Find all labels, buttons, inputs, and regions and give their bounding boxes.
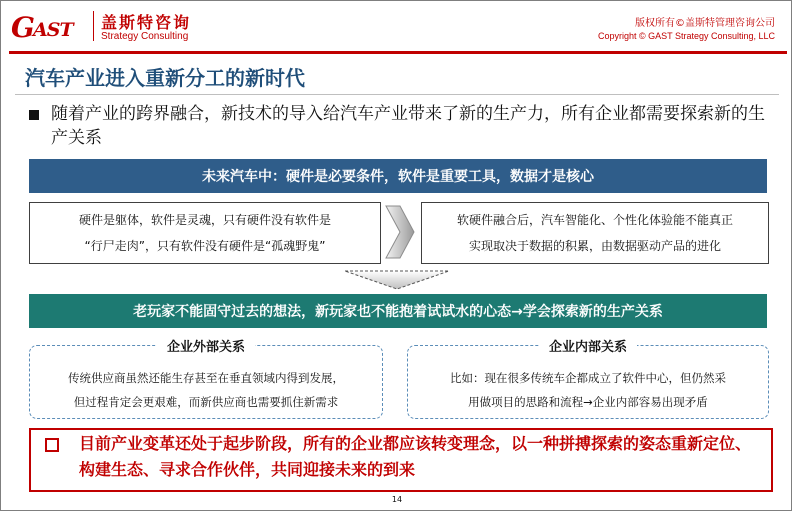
hardware-software-line2: “行尸走肉”，只有软件没有硬件是“孤魂野鬼” [84, 239, 326, 253]
logo-ast-letters: AST [33, 19, 73, 41]
external-relations-line2: 但过程肯定会更艰难，而新供应商也需要抓住新需求 [73, 395, 339, 409]
external-relations-line1: 传统供应商虽然还能生存甚至在垂直领域内得到发展， [68, 371, 344, 385]
company-name-cn: 盖斯特咨询 [101, 13, 192, 32]
player-mindset-band [29, 294, 767, 328]
internal-relations-line2: 用做项目的思路和流程→企业内部容易出现矛盾 [468, 395, 708, 409]
checkbox-square-icon [45, 438, 59, 452]
internal-relations-title: 企业内部关系 [539, 340, 637, 355]
logo-g-letter: G [11, 11, 35, 44]
data-driven-box [421, 202, 769, 264]
title-rule [15, 94, 779, 95]
logo-divider [93, 11, 94, 41]
page-number: 14 [391, 495, 403, 504]
chevron-right-icon [384, 204, 416, 260]
hardware-software-line1: 硬件是躯体，软件是灵魂，只有硬件没有软件是 [78, 213, 331, 227]
arrow-down-icon [343, 269, 451, 291]
company-name-en: Strategy Consulting [101, 31, 189, 42]
external-relations-box [29, 340, 383, 419]
core-statement-band [29, 159, 767, 193]
gast-logo [11, 9, 89, 45]
internal-relations-line1: 比如：现在很多传统车企都成立了软件中心，但仍然采 [450, 371, 726, 385]
slide-title: 汽车产业进入重新分工的新时代 [25, 66, 305, 90]
bullet-square-icon [29, 110, 39, 120]
copyright-en: Copyright © GAST Strategy Consulting, LLC [597, 31, 775, 41]
external-relations-title: 企业外部关系 [157, 340, 255, 355]
copyright-cn: 版权所有©盖斯特管理咨询公司 [635, 18, 775, 29]
internal-relations-box [407, 340, 769, 419]
conclusion-text: 目前产业变革还处于起步阶段，所有的企业都应该转变理念，以一种拼搏探索的姿态重新定位、构建生态、寻求合作伙伴，共同迎接未来的到来 [79, 434, 752, 479]
data-driven-line2: 实现取决于数据的积累，由数据驱动产品的进化 [468, 239, 721, 253]
intro-bullet: 随着产业的跨界融合，新技术的导入给汽车产业带来了新的生产力，所有企业都需要探索新的生产关系 [51, 104, 765, 148]
data-driven-line1: 软硬件融合后，汽车智能化、个性化体验能不能真正 [456, 213, 733, 227]
header-rule [9, 51, 787, 54]
hardware-software-box [29, 202, 381, 264]
core-statement-text: 未来汽车中：硬件是必要条件，软件是重要工具，数据才是核心 [202, 169, 594, 185]
player-mindset-text: 老玩家不能固守过去的想法，新玩家也不能抱着试试水的心态→学会探索新的生产关系 [133, 304, 663, 320]
